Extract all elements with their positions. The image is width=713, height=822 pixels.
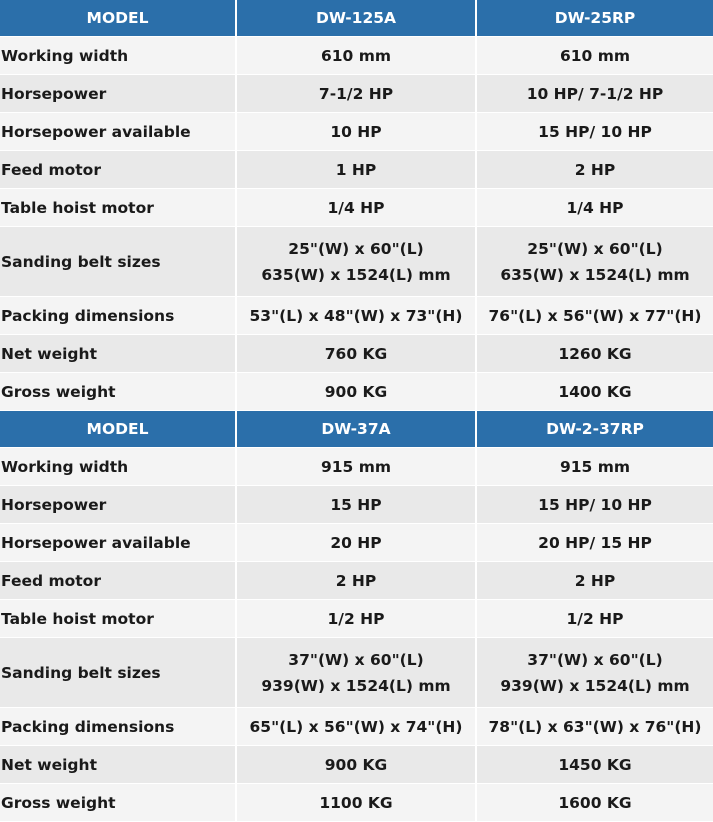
cell-value: 15 HP/ 10 HP <box>476 113 713 151</box>
table-row <box>0 448 713 486</box>
belt-size-mm: 939(W) x 1524(L) mm <box>261 676 451 695</box>
cell-value: 15 HP/ 10 HP <box>476 486 713 524</box>
model-header-row <box>0 411 713 448</box>
row-label: Net weight <box>0 746 236 784</box>
cell-value <box>236 227 476 297</box>
cell-value: 53"(L) x 48"(W) x 73"(H) <box>236 297 476 335</box>
table-row <box>0 335 713 373</box>
cell-value: 1450 KG <box>476 746 713 784</box>
belt-size-inches: 25"(W) x 60"(L) <box>288 239 424 258</box>
header-model-label: MODEL <box>0 411 236 448</box>
cell-value <box>236 638 476 708</box>
cell-value: 1400 KG <box>476 373 713 411</box>
cell-value: 1600 KG <box>476 784 713 822</box>
row-label: Gross weight <box>0 784 236 822</box>
belt-size-mm: 635(W) x 1524(L) mm <box>500 265 690 284</box>
table-row <box>0 562 713 600</box>
cell-value: 760 KG <box>236 335 476 373</box>
header-model-dw-37a: DW-37A <box>236 411 476 448</box>
cell-value: 900 KG <box>236 746 476 784</box>
header-model-dw-125a: DW-125A <box>236 0 476 37</box>
cell-value: 900 KG <box>236 373 476 411</box>
cell-value: 15 HP <box>236 486 476 524</box>
cell-value: 1260 KG <box>476 335 713 373</box>
cell-value: 10 HP/ 7-1/2 HP <box>476 75 713 113</box>
cell-value <box>476 638 713 708</box>
cell-value: 20 HP <box>236 524 476 562</box>
cell-value: 610 mm <box>476 37 713 75</box>
row-label: Feed motor <box>0 562 236 600</box>
row-label: Packing dimensions <box>0 297 236 335</box>
belt-size-mm: 635(W) x 1524(L) mm <box>261 265 451 284</box>
cell-value: 7-1/2 HP <box>236 75 476 113</box>
cell-value: 1/2 HP <box>236 600 476 638</box>
row-label: Gross weight <box>0 373 236 411</box>
belt-size-mm: 939(W) x 1524(L) mm <box>500 676 690 695</box>
row-label: Working width <box>0 448 236 486</box>
table-row <box>0 297 713 335</box>
table-row <box>0 189 713 227</box>
header-model-dw-2-37rp: DW-2-37RP <box>476 411 713 448</box>
cell-value: 20 HP/ 15 HP <box>476 524 713 562</box>
table-row <box>0 75 713 113</box>
cell-value: 78"(L) x 63"(W) x 76"(H) <box>476 708 713 746</box>
row-label: Table hoist motor <box>0 189 236 227</box>
table-row <box>0 37 713 75</box>
row-label: Sanding belt sizes <box>0 227 236 297</box>
row-label: Horsepower available <box>0 524 236 562</box>
row-label: Table hoist motor <box>0 600 236 638</box>
cell-value: 2 HP <box>476 151 713 189</box>
cell-value: 915 mm <box>236 448 476 486</box>
table-row <box>0 151 713 189</box>
belt-size-inches: 37"(W) x 60"(L) <box>288 650 424 669</box>
cell-value: 65"(L) x 56"(W) x 74"(H) <box>236 708 476 746</box>
table-row <box>0 524 713 562</box>
belt-size-inches: 25"(W) x 60"(L) <box>527 239 663 258</box>
cell-value: 1/4 HP <box>476 189 713 227</box>
row-label: Net weight <box>0 335 236 373</box>
cell-value: 1 HP <box>236 151 476 189</box>
table-row <box>0 373 713 411</box>
row-label: Packing dimensions <box>0 708 236 746</box>
cell-value: 10 HP <box>236 113 476 151</box>
row-label: Horsepower available <box>0 113 236 151</box>
table-row <box>0 113 713 151</box>
belt-size-inches: 37"(W) x 60"(L) <box>527 650 663 669</box>
cell-value: 1/4 HP <box>236 189 476 227</box>
cell-value: 915 mm <box>476 448 713 486</box>
table-row <box>0 600 713 638</box>
cell-value: 2 HP <box>236 562 476 600</box>
table-row <box>0 708 713 746</box>
cell-value: 1100 KG <box>236 784 476 822</box>
row-label: Horsepower <box>0 486 236 524</box>
table-row <box>0 746 713 784</box>
cell-value: 610 mm <box>236 37 476 75</box>
row-label: Sanding belt sizes <box>0 638 236 708</box>
header-model-label: MODEL <box>0 0 236 37</box>
header-model-dw-25rp: DW-25RP <box>476 0 713 37</box>
table-row <box>0 638 713 708</box>
table-row <box>0 227 713 297</box>
model-header-row <box>0 0 713 37</box>
table-row <box>0 486 713 524</box>
row-label: Feed motor <box>0 151 236 189</box>
cell-value: 2 HP <box>476 562 713 600</box>
row-label: Horsepower <box>0 75 236 113</box>
cell-value <box>476 227 713 297</box>
cell-value: 76"(L) x 56"(W) x 77"(H) <box>476 297 713 335</box>
table-row <box>0 784 713 822</box>
cell-value: 1/2 HP <box>476 600 713 638</box>
row-label: Working width <box>0 37 236 75</box>
